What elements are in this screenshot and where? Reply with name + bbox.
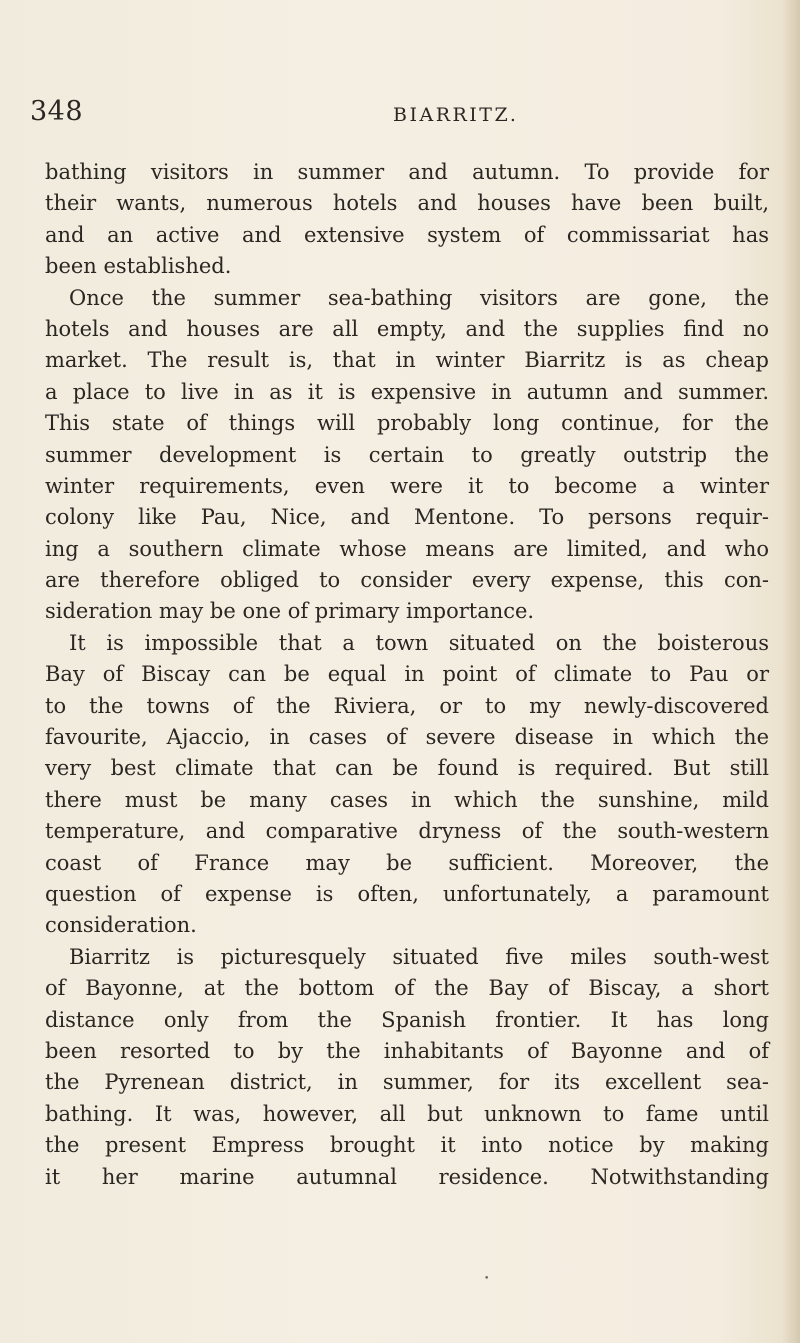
text-line: to the towns of the Riviera, or to my newly-discovered — [45, 693, 769, 718]
text-line: consideration. — [45, 913, 197, 938]
printer-mark: • — [484, 1274, 490, 1284]
text-line: there must be many cases in which the sunshine, mild — [45, 787, 769, 812]
text-line: Once the summer sea-bathing visitors are gone, the — [69, 285, 769, 310]
page-header — [30, 92, 770, 132]
text-line: summer development is certain to greatly outstrip the — [45, 442, 769, 467]
text-line: been established. — [45, 254, 232, 279]
text-line: their wants, numerous hotels and houses have been built, — [45, 191, 769, 216]
text-line: it her marine autumnal residence. Notwithstanding — [45, 1164, 769, 1189]
text-line: ing a southern climate whose means are limited, and who — [45, 536, 769, 561]
text-line: temperature, and comparative dryness of the south-western — [45, 819, 769, 844]
text-line: favourite, Ajaccio, in cases of severe disease in which the — [45, 725, 769, 750]
running-head: BIARRITZ. — [393, 104, 519, 126]
text-line: This state of things will probably long continue, for the — [45, 411, 769, 436]
text-line: distance only from the Spanish frontier. It has long — [45, 1007, 769, 1032]
text-line: hotels and houses are all empty, and the supplies find no — [45, 316, 769, 341]
text-line: Biarritz is picturesquely situated five miles south-west — [69, 944, 769, 969]
text-line: sideration may be one of primary importance. — [45, 599, 535, 624]
text-line: Bay of Biscay can be equal in point of climate to Pau or — [45, 662, 769, 687]
text-line: coast of France may be sufficient. Moreover, the — [45, 850, 769, 875]
text-line: of Bayonne, at the bottom of the Bay of Biscay, a short — [45, 976, 769, 1001]
text-line: are therefore obliged to consider every expense, this con- — [45, 568, 769, 593]
text-line: It is impossible that a town situated on the boisterous — [69, 630, 769, 655]
text-line: market. The result is, that in winter Biarritz is as cheap — [45, 348, 769, 373]
text-line: a place to live in as it is expensive in autumn and summer. — [45, 379, 769, 404]
text-line: winter requirements, even were it to become a winter — [45, 473, 769, 498]
text-line: bathing. It was, however, all but unknown to fame until — [45, 1101, 769, 1126]
text-line: question of expense is often, unfortunately, a paramount — [45, 881, 769, 906]
page-number: 348 — [30, 96, 84, 127]
text-line: the Pyrenean district, in summer, for its excellent sea- — [45, 1070, 769, 1095]
text-line: colony like Pau, Nice, and Mentone. To persons requir- — [45, 505, 769, 530]
text-line: the present Empress brought it into notice by making — [45, 1133, 769, 1158]
text-line: and an active and extensive system of commissariat has — [45, 222, 769, 247]
text-line: been resorted to by the inhabitants of Bayonne and of — [45, 1038, 769, 1063]
text-line: very best climate that can be found is required. But still — [45, 756, 769, 781]
text-line: bathing visitors in summer and autumn. To provide for — [45, 160, 769, 184]
body-text — [45, 157, 769, 1193]
page-edge-shadow — [782, 0, 800, 1343]
